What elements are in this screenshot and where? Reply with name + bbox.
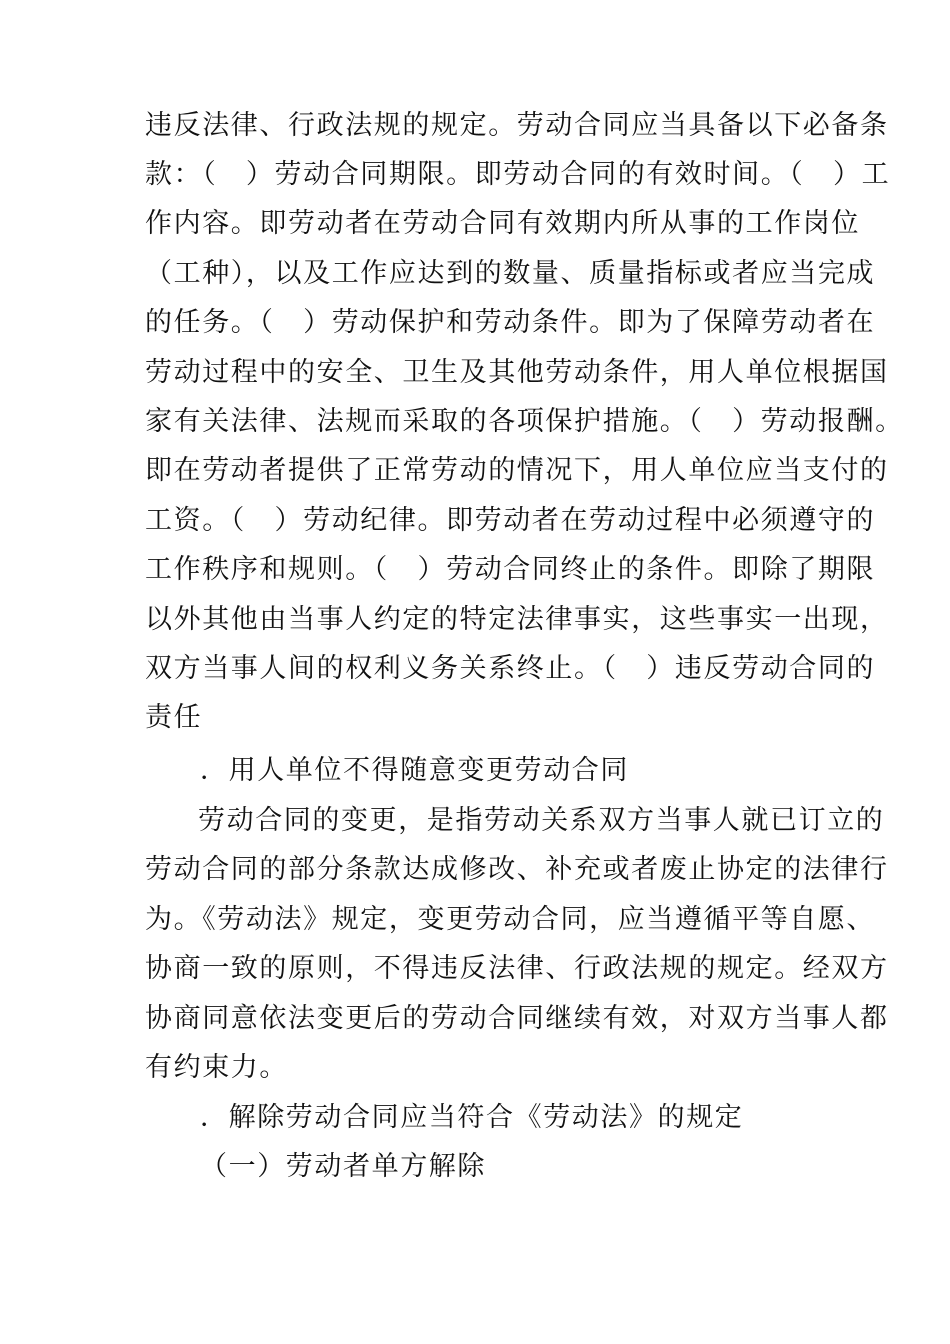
paragraph-first-line: 劳动合同的变更，是指劳动关系双方当事人就已订立的 (198, 805, 885, 836)
body-text-line: 工资。（ ）劳动纪律。即劳动者在劳动过程中必须遵守的 (145, 505, 876, 536)
body-text-line: 双方当事人间的权利义务关系终止。（ ）违反劳动合同的 (145, 653, 876, 684)
subsection-heading: （一）劳动者单方解除 (200, 1151, 486, 1182)
body-text-line: 以外其他由当事人约定的特定法律事实，这些事实一出现， (145, 604, 889, 635)
body-text-line: 款：（ ）劳动合同期限。即劳动合同的有效时间。（ ）工 (145, 159, 891, 190)
body-text-line: 责任 (145, 702, 203, 733)
body-text-line: 劳动合同的部分条款达成修改、补充或者废止协定的法律行 (145, 854, 889, 885)
body-text-line: （工种），以及工作应达到的数量、质量指标或者应当完成 (145, 258, 876, 289)
body-text-line: 工作秩序和规则。（ ）劳动合同终止的条件。即除了期限 (145, 554, 876, 585)
body-text-line: 的任务。（ ）劳动保护和劳动条件。即为了保障劳动者在 (145, 307, 876, 338)
body-text-line: 有约束力。 (145, 1052, 288, 1083)
body-text-line: 为。《劳动法》规定，变更劳动合同，应当遵循平等自愿、 (145, 904, 876, 935)
body-text-line: 协商同意依法变更后的劳动合同继续有效，对双方当事人都 (145, 1003, 889, 1034)
body-text-line: 劳动过程中的安全、卫生及其他劳动条件，用人单位根据国 (145, 357, 889, 388)
section-heading: ．解除劳动合同应当符合《劳动法》的规定 (200, 1102, 744, 1133)
body-text-line: 违反法律、行政法规的规定。劳动合同应当具备以下必备条 (145, 110, 889, 141)
body-text-line: 即在劳动者提供了正常劳动的情况下，用人单位应当支付的 (145, 455, 889, 486)
section-heading: ．用人单位不得随意变更劳动合同 (200, 755, 629, 786)
body-text-line: 作内容。即劳动者在劳动合同有效期内所从事的工作岗位 (145, 208, 860, 239)
body-text-line: 家有关法律、法规而采取的各项保护措施。（ ）劳动报酬。 (145, 406, 904, 437)
body-text-line: 协商一致的原则，不得违反法律、行政法规的规定。经双方 (145, 953, 889, 984)
